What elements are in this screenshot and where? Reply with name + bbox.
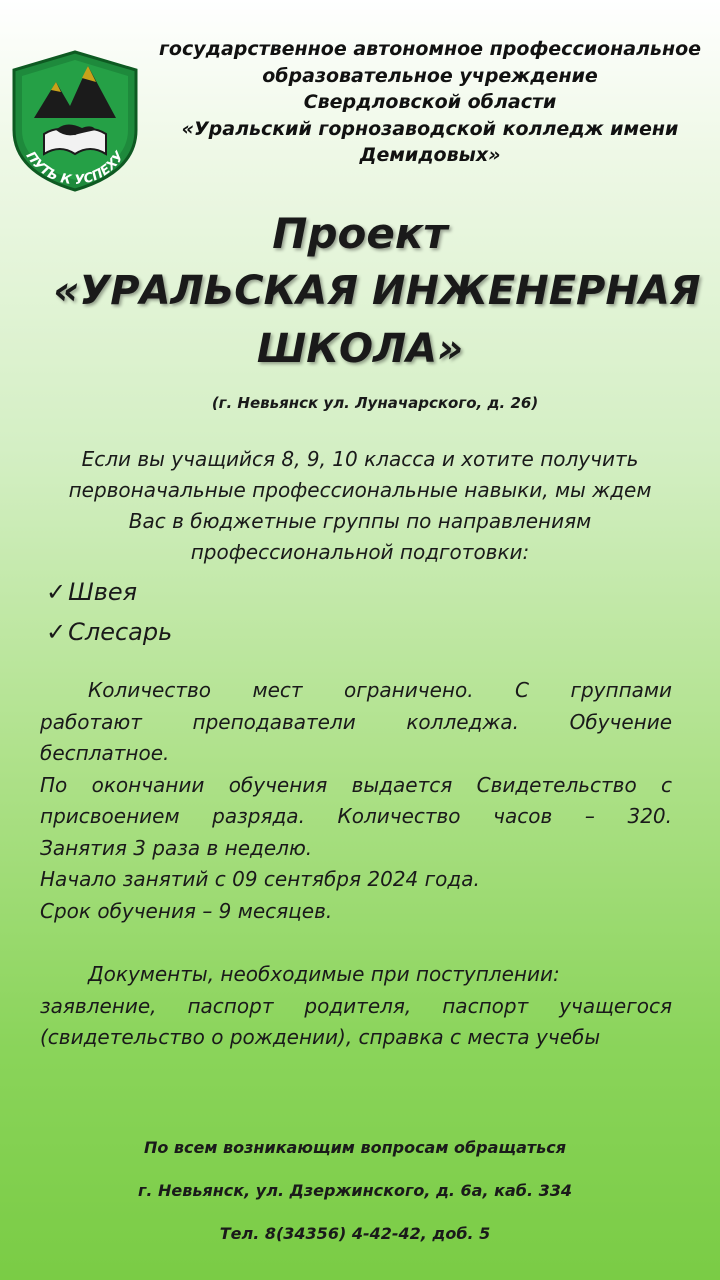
org-line: «Уральский горнозаводской колледж имени [181,117,679,140]
programs-list [46,572,172,652]
program-name: Швея [68,578,138,606]
list-item [46,612,172,652]
org-line: государственное автономное профессиональное [158,38,702,60]
contact-phone: Тел. 8(34356) 4-42-42, доб. 5 [219,1224,491,1243]
project-title-block [0,206,720,378]
contact-block [0,1126,710,1255]
logo-motto: ПУТЬ К УСПЕХУ [22,149,128,189]
organization-name [150,36,710,169]
org-line: Свердловской области [303,91,557,113]
project-word: Проект [272,209,448,258]
contact-heading: По всем возникающим вопросам обращаться [143,1138,567,1157]
docs-line: заявление, паспорт родителя, паспорт учащегося [40,993,672,1018]
project-address: (г. Невьянск ул. Луначарского, д. 26) [211,394,539,412]
checkmark-icon: ✓ [46,578,67,606]
intro-line: первоначальные профессиональные навыки, мы ждем [68,478,652,502]
project-title-line: ШКОЛА» [256,326,464,372]
intro-text [30,444,690,568]
details-line: бесплатное. [40,741,170,765]
org-line: образовательное учреждение [262,64,598,87]
program-name: Слесарь [68,618,173,646]
docs-line: Документы, необходимые при поступлении: [88,962,560,986]
college-logo [4,48,146,194]
checkmark-icon: ✓ [46,618,67,646]
project-title-line: «УРАЛЬСКАЯ ИНЖЕНЕРНАЯ [53,268,701,314]
college-emblem-icon [4,48,146,194]
org-line: Демидовых» [359,144,501,166]
intro-line: Если вы учащийся 8, 9, 10 класса и хотите получить [81,447,639,471]
intro-line: Вас в бюджетные группы по направлениям [128,509,592,533]
start-date: Начало занятий с 09 сентября 2024 года. [40,867,480,891]
contact-address: г. Невьянск, ул. Дзержинского, д. 6а, каб. 334 [137,1181,572,1200]
details-text [40,675,672,1054]
duration: Срок обучения – 9 месяцев. [40,898,333,923]
details-line: Занятия 3 раза в неделю. [40,835,313,860]
list-item [46,572,172,612]
details-line: работают преподаватели колледжа. Обучение [40,709,672,734]
intro-line: профессиональной подготовки: [190,540,530,564]
details-line: По окончании обучения выдается Свидетельство с [40,772,672,797]
docs-line: (свидетельство о рождении), справка с места учебы [40,1025,601,1049]
details-line: Количество мест ограничено. С группами [88,678,672,702]
details-line: присвоением разряда. Количество часов – 320. [40,804,672,828]
